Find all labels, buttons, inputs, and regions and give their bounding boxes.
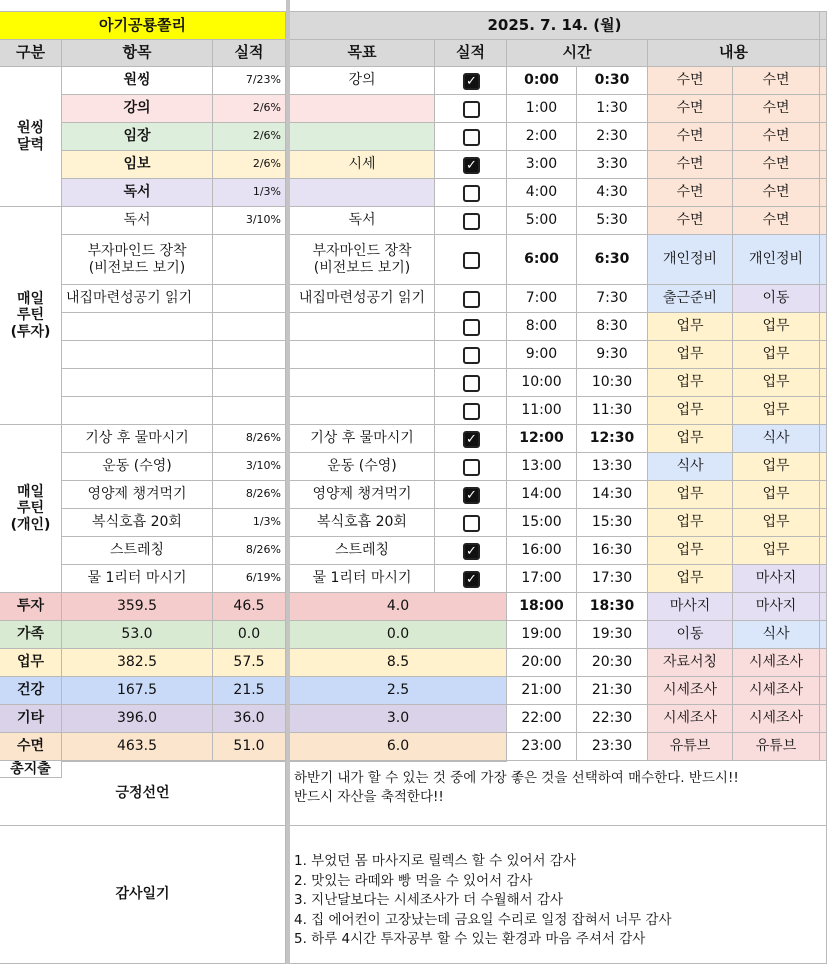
- habit-item: 내집마련성공기 읽기: [62, 285, 213, 313]
- header-time: 시간: [507, 40, 648, 67]
- time-end: 19:30: [577, 621, 648, 649]
- activity-first-half: 수면: [648, 67, 733, 95]
- habit-item: 강의: [62, 95, 213, 123]
- goal-item: 물 1리터 마시기: [290, 565, 435, 593]
- summary-goal: 6.0: [290, 733, 507, 761]
- goal-item: 내집마련성공기 읽기: [290, 285, 435, 313]
- habit-stat: 3/10%: [213, 453, 286, 481]
- panel-separator: [286, 0, 290, 964]
- time-end: 15:30: [577, 509, 648, 537]
- unchecked-checkbox-icon[interactable]: [463, 403, 480, 420]
- activity-second-half: 수면: [733, 151, 820, 179]
- time-end: 17:30: [577, 565, 648, 593]
- actual-checkbox-cell[interactable]: [435, 95, 507, 123]
- activity-second-half: 식사: [733, 621, 820, 649]
- time-start: 16:00: [507, 537, 577, 565]
- time-start: 14:00: [507, 481, 577, 509]
- section-label: 원씽 달력: [0, 67, 62, 207]
- gratitude-label: 감사일기: [0, 826, 286, 964]
- header-filler: [820, 40, 827, 67]
- habit-item: 스트레칭: [62, 537, 213, 565]
- unchecked-checkbox-icon[interactable]: [463, 101, 480, 118]
- activity-second-half: 업무: [733, 369, 820, 397]
- time-start: 8:00: [507, 313, 577, 341]
- activity-second-half: 식사: [733, 425, 820, 453]
- summary-total: 382.5: [62, 649, 213, 677]
- activity-second-half: 시세조사: [733, 705, 820, 733]
- header-goal: 목표: [290, 40, 435, 67]
- activity-first-half: 업무: [648, 341, 733, 369]
- goal-item: [290, 369, 435, 397]
- section-label: 매일 루틴 (개인): [0, 425, 62, 593]
- time-start: 0:00: [507, 67, 577, 95]
- gratitude-item: 4. 집 에어컨이 고장났는데 금요일 수리로 일정 잡혀서 너무 감사: [294, 911, 672, 928]
- summary-total: 53.0: [62, 621, 213, 649]
- activity-first-half: 자료서칭: [648, 649, 733, 677]
- time-end: 3:30: [577, 151, 648, 179]
- time-end: 11:30: [577, 397, 648, 425]
- activity-overflow: [820, 453, 827, 481]
- header-actual: 실적: [435, 40, 507, 67]
- activity-overflow: [820, 593, 827, 621]
- activity-first-half: 마사지: [648, 593, 733, 621]
- header-filler: [820, 12, 827, 40]
- unchecked-checkbox-icon[interactable]: [463, 515, 480, 532]
- habit-stat: 8/26%: [213, 537, 286, 565]
- time-end: 4:30: [577, 179, 648, 207]
- time-start: 20:00: [507, 649, 577, 677]
- habit-stat: 7/23%: [213, 67, 286, 95]
- goal-item: [290, 397, 435, 425]
- sheet-title: 아기공룡쫄리: [0, 12, 286, 40]
- time-start: 11:00: [507, 397, 577, 425]
- actual-checkbox-cell[interactable]: [435, 369, 507, 397]
- activity-overflow: [820, 649, 827, 677]
- time-end: 1:30: [577, 95, 648, 123]
- time-end: 14:30: [577, 481, 648, 509]
- summary-label: 가족: [0, 621, 62, 649]
- time-start: 7:00: [507, 285, 577, 313]
- habit-item: 영양제 챙겨먹기: [62, 481, 213, 509]
- activity-second-half: 수면: [733, 179, 820, 207]
- habit-stat: 2/6%: [213, 95, 286, 123]
- goal-item: 부자마인드 장착 (비전보드 보기): [290, 235, 435, 285]
- activity-first-half: 업무: [648, 425, 733, 453]
- time-start: 2:00: [507, 123, 577, 151]
- header-item: 항목: [62, 40, 213, 67]
- gratitude-item: 1. 부었던 몸 마사지로 릴렉스 할 수 있어서 감사: [294, 853, 576, 869]
- summary-actual: 36.0: [213, 705, 286, 733]
- summary-total: 463.5: [62, 733, 213, 761]
- time-start: 18:00: [507, 593, 577, 621]
- habit-stat: 2/6%: [213, 151, 286, 179]
- summary-goal: 8.5: [290, 649, 507, 677]
- summary-actual: 51.0: [213, 733, 286, 761]
- activity-overflow: [820, 285, 827, 313]
- habit-item: 임장: [62, 123, 213, 151]
- habit-stat: [213, 369, 286, 397]
- goal-item: 스트레칭: [290, 537, 435, 565]
- activity-overflow: [820, 179, 827, 207]
- header-actual-small: 실적: [213, 40, 286, 67]
- activity-first-half: 수면: [648, 207, 733, 235]
- summary-label: 투자: [0, 593, 62, 621]
- activity-overflow: [820, 705, 827, 733]
- goal-item: [290, 313, 435, 341]
- habit-stat: [213, 285, 286, 313]
- actual-checkbox-cell[interactable]: [435, 425, 507, 453]
- time-end: 22:30: [577, 705, 648, 733]
- goal-item: [290, 179, 435, 207]
- goal-item: 시세: [290, 151, 435, 179]
- summary-goal: 3.0: [290, 705, 507, 733]
- activity-second-half: 마사지: [733, 565, 820, 593]
- time-start: 1:00: [507, 95, 577, 123]
- time-end: 7:30: [577, 285, 648, 313]
- actual-checkbox-cell[interactable]: [435, 235, 507, 285]
- goal-item: 운동 (수영): [290, 453, 435, 481]
- time-start: 23:00: [507, 733, 577, 761]
- activity-second-half: 수면: [733, 67, 820, 95]
- time-start: 6:00: [507, 235, 577, 285]
- activity-overflow: [820, 207, 827, 235]
- goal-item: 기상 후 물마시기: [290, 425, 435, 453]
- goal-item: 복식호흡 20회: [290, 509, 435, 537]
- activity-first-half: 시세조사: [648, 677, 733, 705]
- actual-checkbox-cell[interactable]: [435, 481, 507, 509]
- actual-checkbox-cell[interactable]: [435, 151, 507, 179]
- gratitude-list: [290, 826, 827, 964]
- time-start: 4:00: [507, 179, 577, 207]
- habit-stat: 3/10%: [213, 207, 286, 235]
- activity-overflow: [820, 733, 827, 761]
- summary-label: 수면: [0, 733, 62, 761]
- actual-checkbox-cell[interactable]: [435, 67, 507, 95]
- activity-first-half: 업무: [648, 565, 733, 593]
- unchecked-checkbox-icon[interactable]: [463, 213, 480, 230]
- date-header: 2025. 7. 14. (월): [290, 12, 820, 40]
- summary-total: 359.5: [62, 593, 213, 621]
- gratitude-item: 3. 지난달보다는 시세조사가 더 수월해서 감사: [294, 892, 564, 908]
- summary-actual: 0.0: [213, 621, 286, 649]
- habit-item: [62, 313, 213, 341]
- section-label: 매일 루틴 (투자): [0, 207, 62, 425]
- habit-stat: [213, 341, 286, 369]
- activity-overflow: [820, 341, 827, 369]
- summary-label: 기타: [0, 705, 62, 733]
- actual-checkbox-cell[interactable]: [435, 207, 507, 235]
- habit-stat: [213, 397, 286, 425]
- habit-stat: 8/26%: [213, 425, 286, 453]
- activity-first-half: 업무: [648, 481, 733, 509]
- activity-first-half: 업무: [648, 397, 733, 425]
- goal-item: 영양제 챙겨먹기: [290, 481, 435, 509]
- time-end: 10:30: [577, 369, 648, 397]
- summary-label: 총지출: [0, 761, 62, 778]
- habit-item: [62, 341, 213, 369]
- activity-first-half: 수면: [648, 151, 733, 179]
- activity-overflow: [820, 123, 827, 151]
- summary-total: 396.0: [62, 705, 213, 733]
- activity-second-half: 업무: [733, 313, 820, 341]
- actual-checkbox-cell[interactable]: [435, 285, 507, 313]
- activity-overflow: [820, 481, 827, 509]
- summary-goal: 2.5: [290, 677, 507, 705]
- time-end: 23:30: [577, 733, 648, 761]
- activity-first-half: 유튜브: [648, 733, 733, 761]
- time-start: 19:00: [507, 621, 577, 649]
- activity-first-half: 식사: [648, 453, 733, 481]
- goal-item: [290, 123, 435, 151]
- actual-checkbox-cell[interactable]: [435, 313, 507, 341]
- checked-checkbox-icon[interactable]: ✓: [463, 543, 480, 560]
- affirmation-text: 하반기 내가 할 수 있는 것 중에 가장 좋은 것을 선택하여 매수한다. 반드시!! 반드시 자산을 축적한다!!: [290, 761, 827, 826]
- summary-total: 167.5: [62, 677, 213, 705]
- time-start: 10:00: [507, 369, 577, 397]
- activity-first-half: 수면: [648, 123, 733, 151]
- time-start: 15:00: [507, 509, 577, 537]
- activity-first-half: 이동: [648, 621, 733, 649]
- time-start: 21:00: [507, 677, 577, 705]
- checked-checkbox-icon[interactable]: ✓: [463, 157, 480, 174]
- activity-first-half: 수면: [648, 95, 733, 123]
- time-end: 12:30: [577, 425, 648, 453]
- activity-overflow: [820, 369, 827, 397]
- activity-overflow: [820, 425, 827, 453]
- activity-second-half: 업무: [733, 509, 820, 537]
- time-end: 6:30: [577, 235, 648, 285]
- habit-stat: 6/19%: [213, 565, 286, 593]
- activity-overflow: [820, 235, 827, 285]
- gratitude-item: 5. 하루 4시간 투자공부 할 수 있는 환경과 마음 주셔서 감사: [294, 931, 646, 947]
- checked-checkbox-icon[interactable]: ✓: [463, 73, 480, 90]
- activity-second-half: 수면: [733, 123, 820, 151]
- habit-stat: [213, 235, 286, 285]
- summary-goal: 0.0: [290, 621, 507, 649]
- activity-second-half: 업무: [733, 453, 820, 481]
- unchecked-checkbox-icon[interactable]: [463, 375, 480, 392]
- time-start: 5:00: [507, 207, 577, 235]
- activity-first-half: 출근준비: [648, 285, 733, 313]
- time-end: 5:30: [577, 207, 648, 235]
- habit-stat: 8/26%: [213, 481, 286, 509]
- summary-goal: 4.0: [290, 593, 507, 621]
- time-end: 21:30: [577, 677, 648, 705]
- activity-overflow: [820, 565, 827, 593]
- activity-first-half: 시세조사: [648, 705, 733, 733]
- habit-item: [62, 369, 213, 397]
- summary-actual: 46.5: [213, 593, 286, 621]
- habit-stat: 2/6%: [213, 123, 286, 151]
- time-start: 17:00: [507, 565, 577, 593]
- habit-item: 원씽: [62, 67, 213, 95]
- activity-overflow: [820, 621, 827, 649]
- activity-first-half: 수면: [648, 179, 733, 207]
- summary-label: 업무: [0, 649, 62, 677]
- time-end: 2:30: [577, 123, 648, 151]
- time-end: 18:30: [577, 593, 648, 621]
- habit-stat: 1/3%: [213, 509, 286, 537]
- habit-stat: 1/3%: [213, 179, 286, 207]
- activity-second-half: 시세조사: [733, 677, 820, 705]
- time-start: 13:00: [507, 453, 577, 481]
- activity-second-half: 수면: [733, 95, 820, 123]
- habit-item: 임보: [62, 151, 213, 179]
- habit-item: 복식호흡 20회: [62, 509, 213, 537]
- summary-actual: 21.5: [213, 677, 286, 705]
- actual-checkbox-cell[interactable]: [435, 397, 507, 425]
- time-start: 3:00: [507, 151, 577, 179]
- activity-first-half: 업무: [648, 369, 733, 397]
- actual-checkbox-cell[interactable]: [435, 537, 507, 565]
- affirmation-label: 긍정선언: [0, 761, 286, 826]
- actual-checkbox-cell[interactable]: [435, 179, 507, 207]
- activity-first-half: 업무: [648, 537, 733, 565]
- checked-checkbox-icon[interactable]: ✓: [463, 571, 480, 588]
- activity-second-half: 업무: [733, 397, 820, 425]
- unchecked-checkbox-icon[interactable]: [463, 347, 480, 364]
- activity-first-half: 개인정비: [648, 235, 733, 285]
- summary-label: 건강: [0, 677, 62, 705]
- activity-overflow: [820, 95, 827, 123]
- summary-actual: 57.5: [213, 649, 286, 677]
- unchecked-checkbox-icon[interactable]: [463, 291, 480, 308]
- actual-checkbox-cell[interactable]: [435, 509, 507, 537]
- header-category: 구분: [0, 40, 62, 67]
- goal-item: [290, 95, 435, 123]
- actual-checkbox-cell[interactable]: [435, 453, 507, 481]
- goal-item: 독서: [290, 207, 435, 235]
- activity-first-half: 업무: [648, 509, 733, 537]
- unchecked-checkbox-icon[interactable]: [463, 319, 480, 336]
- checked-checkbox-icon[interactable]: ✓: [463, 487, 480, 504]
- unchecked-checkbox-icon[interactable]: [463, 185, 480, 202]
- time-end: 8:30: [577, 313, 648, 341]
- actual-checkbox-cell[interactable]: [435, 341, 507, 369]
- habit-item: 부자마인드 장착 (비전보드 보기): [62, 235, 213, 285]
- activity-second-half: 업무: [733, 341, 820, 369]
- activity-second-half: 이동: [733, 285, 820, 313]
- time-end: 20:30: [577, 649, 648, 677]
- habit-stat: [213, 313, 286, 341]
- habit-item: 독서: [62, 179, 213, 207]
- activity-first-half: 업무: [648, 313, 733, 341]
- time-end: 13:30: [577, 453, 648, 481]
- goal-item: [290, 341, 435, 369]
- activity-second-half: 수면: [733, 207, 820, 235]
- habit-item: 운동 (수영): [62, 453, 213, 481]
- actual-checkbox-cell[interactable]: [435, 123, 507, 151]
- activity-second-half: 유튜브: [733, 733, 820, 761]
- activity-overflow: [820, 313, 827, 341]
- activity-overflow: [820, 151, 827, 179]
- activity-overflow: [820, 509, 827, 537]
- time-end: 16:30: [577, 537, 648, 565]
- unchecked-checkbox-icon[interactable]: [463, 129, 480, 146]
- header-content: 내용: [648, 40, 820, 67]
- activity-second-half: 마사지: [733, 593, 820, 621]
- time-start: 22:00: [507, 705, 577, 733]
- goal-item: 강의: [290, 67, 435, 95]
- activity-overflow: [820, 397, 827, 425]
- habit-item: 물 1리터 마시기: [62, 565, 213, 593]
- time-end: 9:30: [577, 341, 648, 369]
- activity-second-half: 업무: [733, 537, 820, 565]
- unchecked-checkbox-icon[interactable]: [463, 459, 480, 476]
- gratitude-item: 2. 맛있는 라떼와 빵 먹을 수 있어서 감사: [294, 872, 533, 889]
- habit-item: 독서: [62, 207, 213, 235]
- activity-overflow: [820, 537, 827, 565]
- habit-item: 기상 후 물마시기: [62, 425, 213, 453]
- time-start: 9:00: [507, 341, 577, 369]
- habit-item: [62, 397, 213, 425]
- activity-overflow: [820, 67, 827, 95]
- time-start: 12:00: [507, 425, 577, 453]
- activity-second-half: 업무: [733, 481, 820, 509]
- checked-checkbox-icon[interactable]: ✓: [463, 431, 480, 448]
- activity-second-half: 시세조사: [733, 649, 820, 677]
- actual-checkbox-cell[interactable]: [435, 565, 507, 593]
- unchecked-checkbox-icon[interactable]: [463, 252, 480, 269]
- activity-overflow: [820, 677, 827, 705]
- time-end: 0:30: [577, 67, 648, 95]
- activity-second-half: 개인정비: [733, 235, 820, 285]
